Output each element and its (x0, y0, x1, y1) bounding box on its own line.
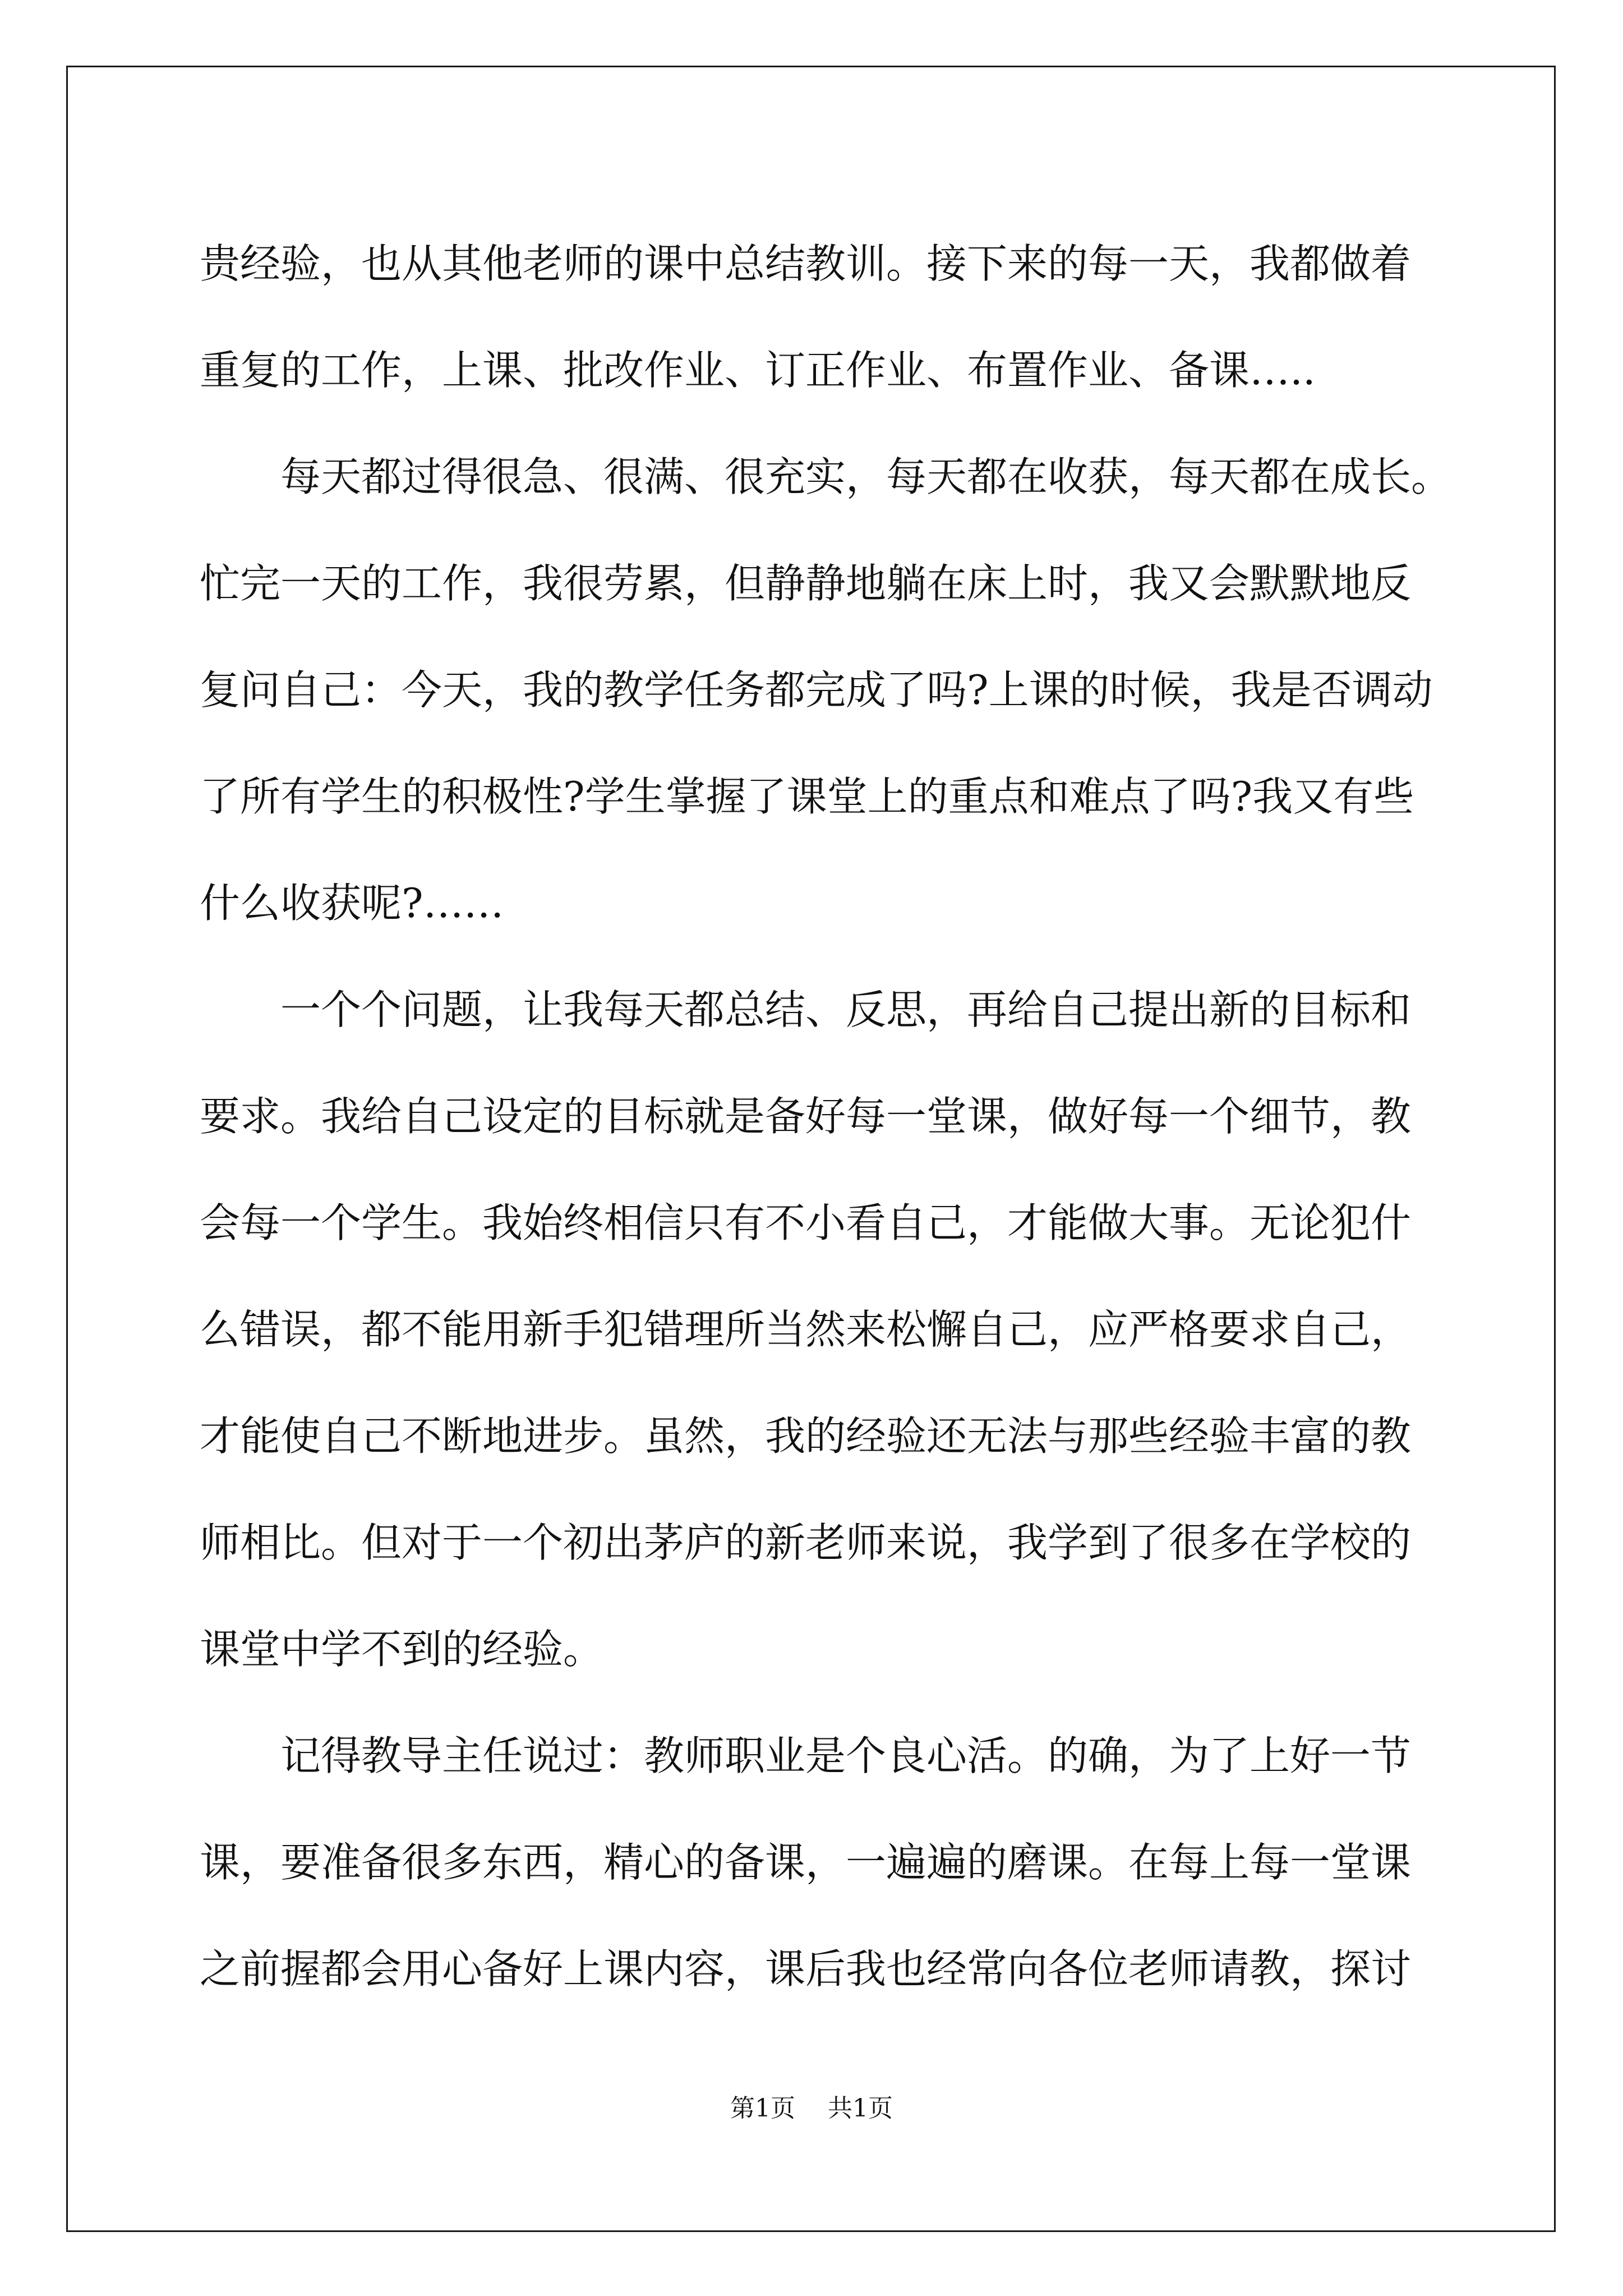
text-line: 重复的工作，上课、批改作业、订正作业、布置作业、备课….. (200, 347, 1316, 394)
page-total: 共1页 (828, 2094, 893, 2123)
document-body (200, 210, 1452, 2022)
text-line: 复问自己：今天，我的教学任务都完成了吗?上课的时候，我是否调动 (200, 666, 1433, 714)
page-footer (0, 2088, 1623, 2124)
paragraph-start-line: 记得教导主任说过：教师职业是个良心活。的确，为了上好一节 (280, 1732, 1412, 1779)
text-line: 会每一个学生。我始终相信只有不小看自己，才能做大事。无论犯什 (200, 1199, 1412, 1246)
text-line: 课，要准备很多东西，精心的备课，一遍遍的磨课。在每上每一堂课 (200, 1839, 1412, 1886)
paragraph-start-line: 一个个问题，让我每天都总结、反思，再给自己提出新的目标和 (280, 986, 1412, 1033)
text-line: 要求。我给自己设定的目标就是备好每一堂课，做好每一个细节，教 (200, 1093, 1412, 1140)
text-line: 了所有学生的积极性?学生掌握了课堂上的重点和难点了吗?我又有些 (200, 773, 1414, 820)
text-line: 忙完一天的工作，我很劳累，但静静地躺在床上时，我又会默默地反 (200, 560, 1412, 607)
text-line: 之前握都会用心备好上课内容，课后我也经常向各位老师请教，探讨 (200, 1945, 1412, 1993)
text-line: 么错误，都不能用新手犯错理所当然来松懈自己，应严格要求自己， (200, 1306, 1412, 1353)
paragraph-start-line: 每天都过得很急、很满、很充实，每天都在收获，每天都在成长。 (280, 453, 1452, 500)
text-line: 才能使自己不断地进步。虽然，我的经验还无法与那些经验丰富的教 (200, 1412, 1412, 1460)
text-line: 师相比。但对于一个初出茅庐的新老师来说，我学到了很多在学校的 (200, 1519, 1412, 1566)
page-number: 第1页 (730, 2094, 795, 2123)
text-line: 什么收获呢?…… (200, 880, 504, 927)
text-line: 贵经验，也从其他老师的课中总结教训。接下来的每一天，我都做着 (200, 240, 1412, 287)
text-line: 课堂中学不到的经验。 (200, 1626, 604, 1673)
